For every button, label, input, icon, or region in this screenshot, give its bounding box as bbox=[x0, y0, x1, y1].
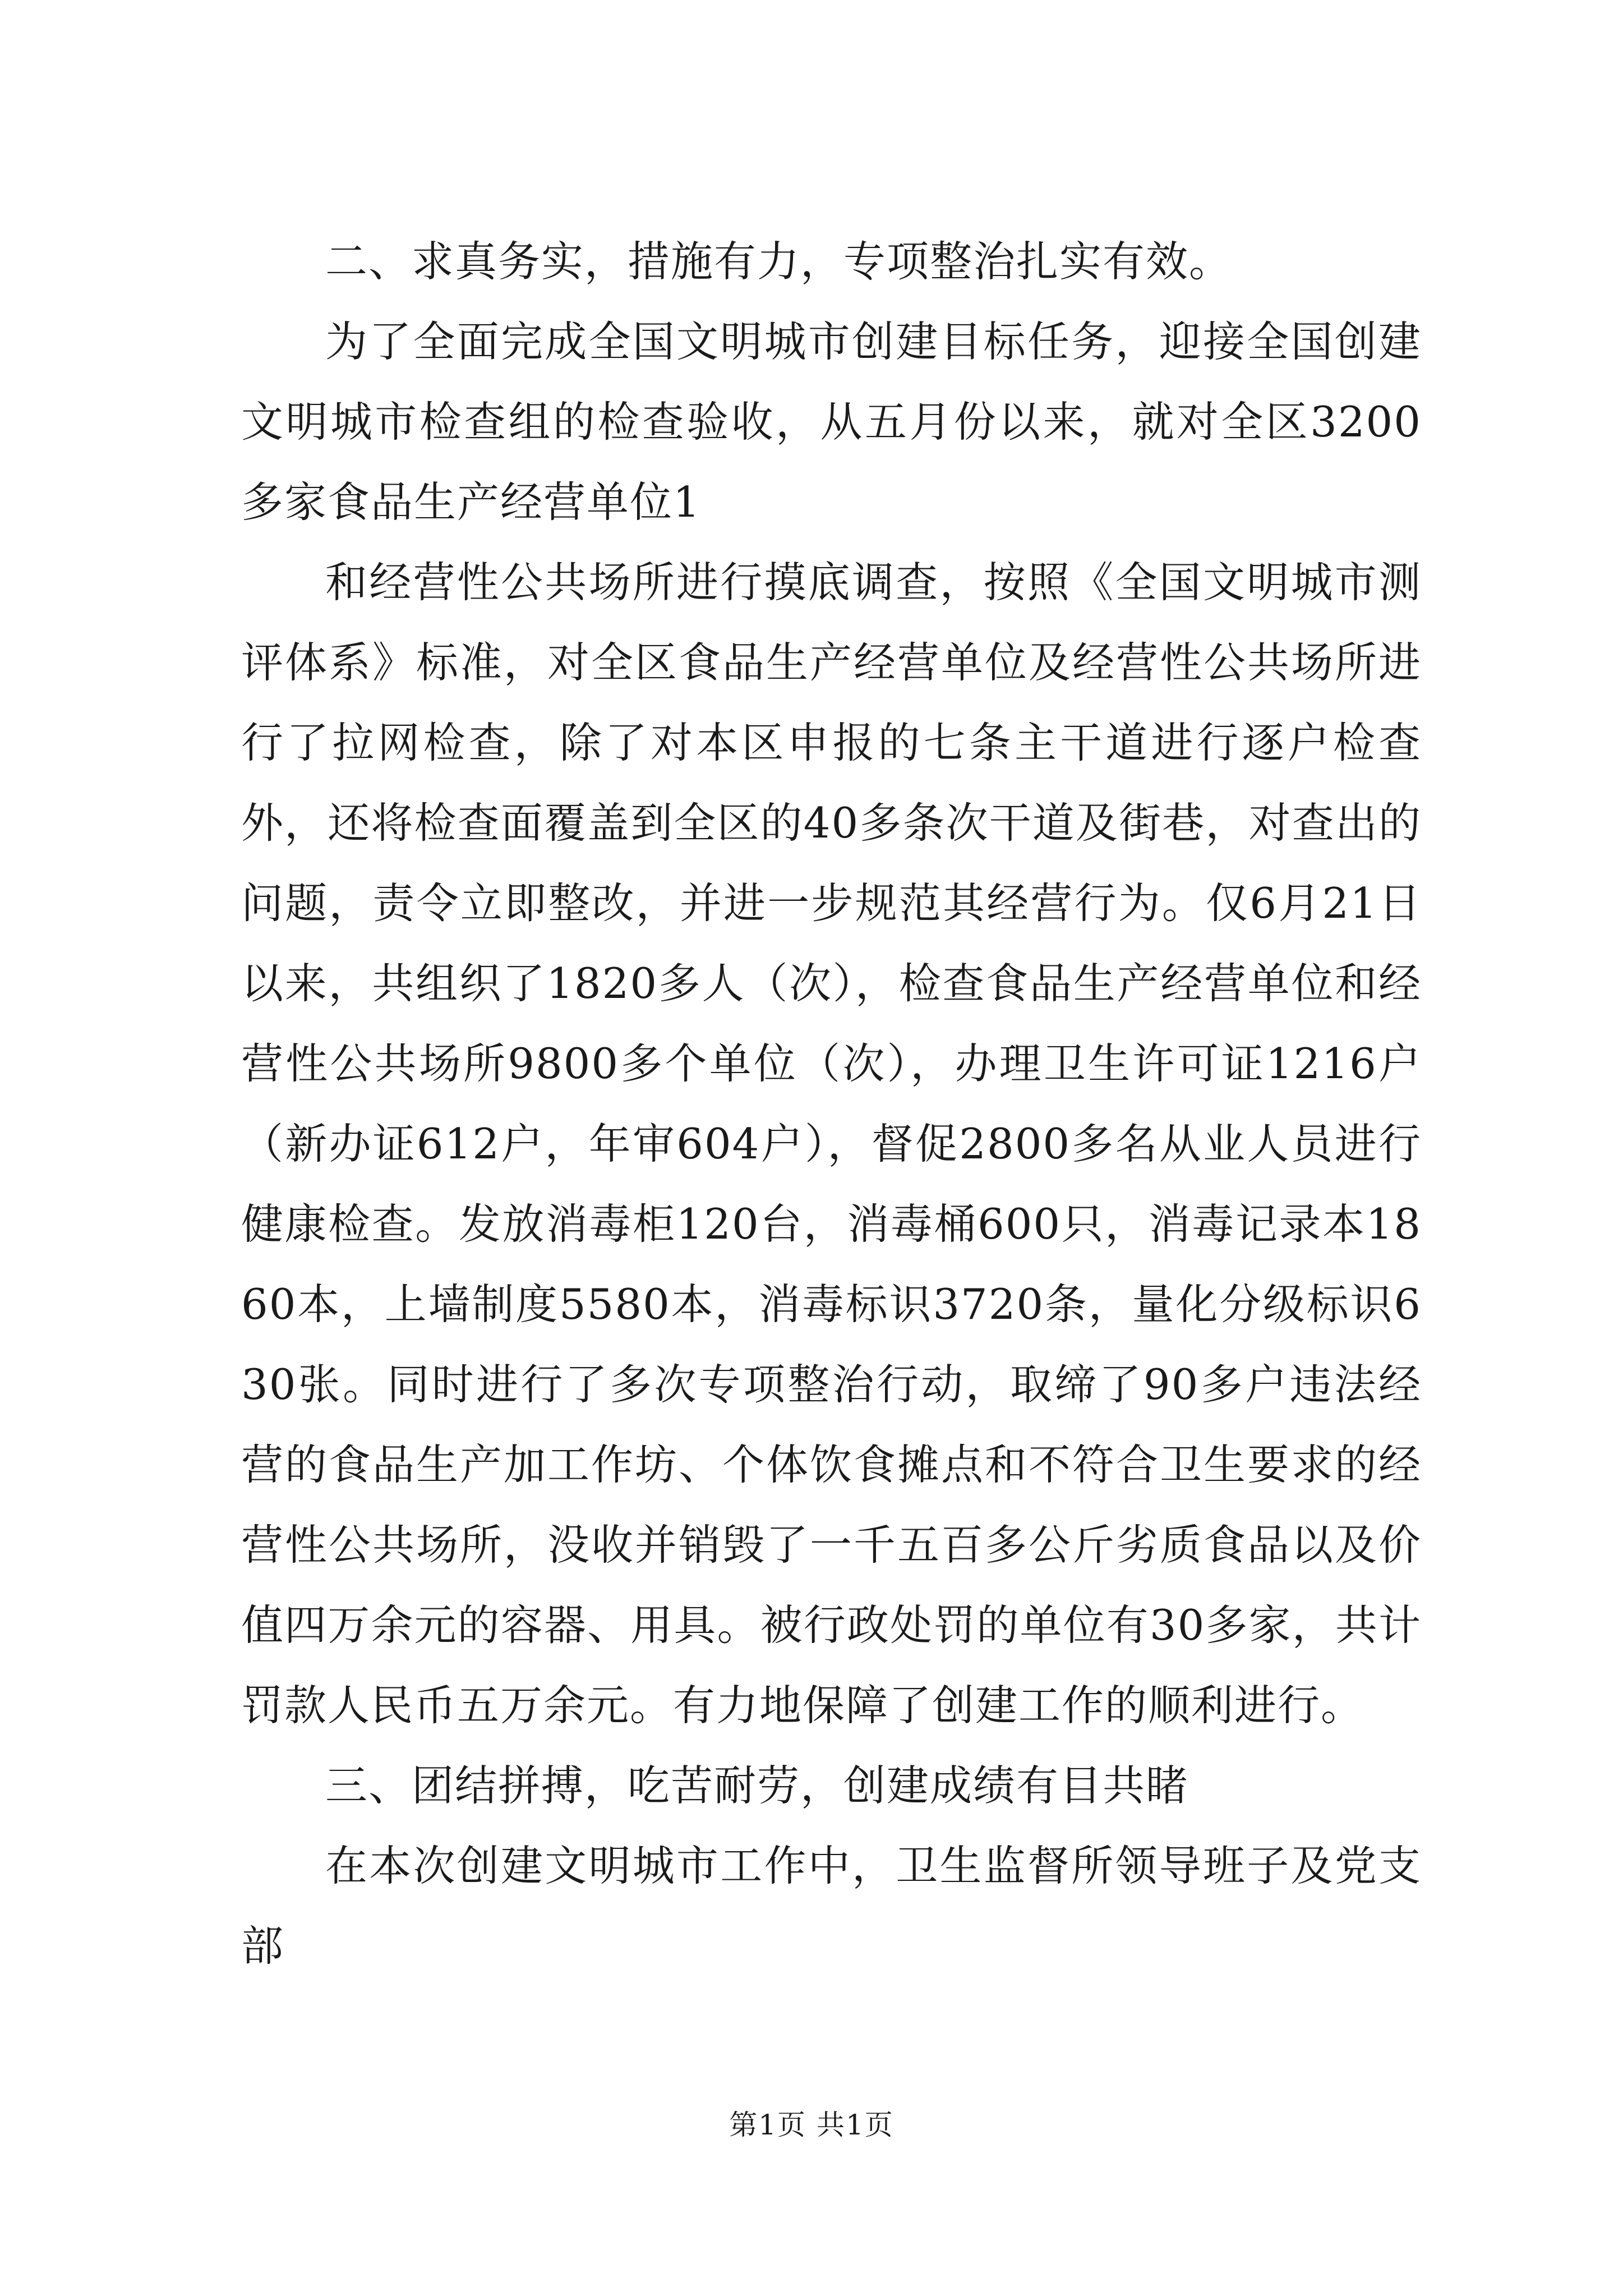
paragraph-inspection-details: 和经营性公共场所进行摸底调查，按照《全国文明城市测评体系》标准，对全区食品生产经营单位及经营性公共场所进行了拉网检查，除了对本区申报的七条主干道进行逐户检查外，还将检查面覆盖到全区的40多条次干道及街巷，对查出的问题，责令立即整改，并进一步规范其经营行为。仅6月21日以来，共组织了1820多人（次），检查食品生产经营单位和经营性公共场所9800多个单位（次），办理卫生许可证1216户（新办证612户，年审604户），督促2800多名从业人员进行健康检查。发放消毒柜120台，消毒桶600只，消毒记录本1860本，上墙制度5580本，消毒标识3720条，量化分级标识630张。同时进行了多次专项整治行动，取缔了90多户违法经营的食品生产加工作坊、个体饮食摊点和不符合卫生要求的经营性公共场所，没收并销毁了一千五百多公斤劣质食品以及价值四万余元的容器、用具。被行政处罚的单位有30多家，共计罚款人民币五万余元。有力地保障了创建工作的顺利进行。 bbox=[241, 558, 1422, 1730]
paragraph-closing: 在本次创建文明城市工作中，卫生监督所领导班子及党支部 bbox=[241, 1841, 1422, 1971]
document-body bbox=[241, 222, 1422, 1986]
heading-section-three: 三、团结拼搏，吃苦耐劳，创建成绩有目共睹 bbox=[325, 1761, 1189, 1810]
heading-section-two: 二、求真务实，措施有力，专项整治扎实有效。 bbox=[325, 237, 1233, 286]
paragraph-intro: 为了全面完成全国文明城市创建目标任务，迎接全国创建文明城市检查组的检查验收，从五月份以来，就对全区3200多家食品生产经营单位1 bbox=[241, 317, 1422, 527]
page-footer: 第1页 共1页 bbox=[729, 2109, 894, 2141]
